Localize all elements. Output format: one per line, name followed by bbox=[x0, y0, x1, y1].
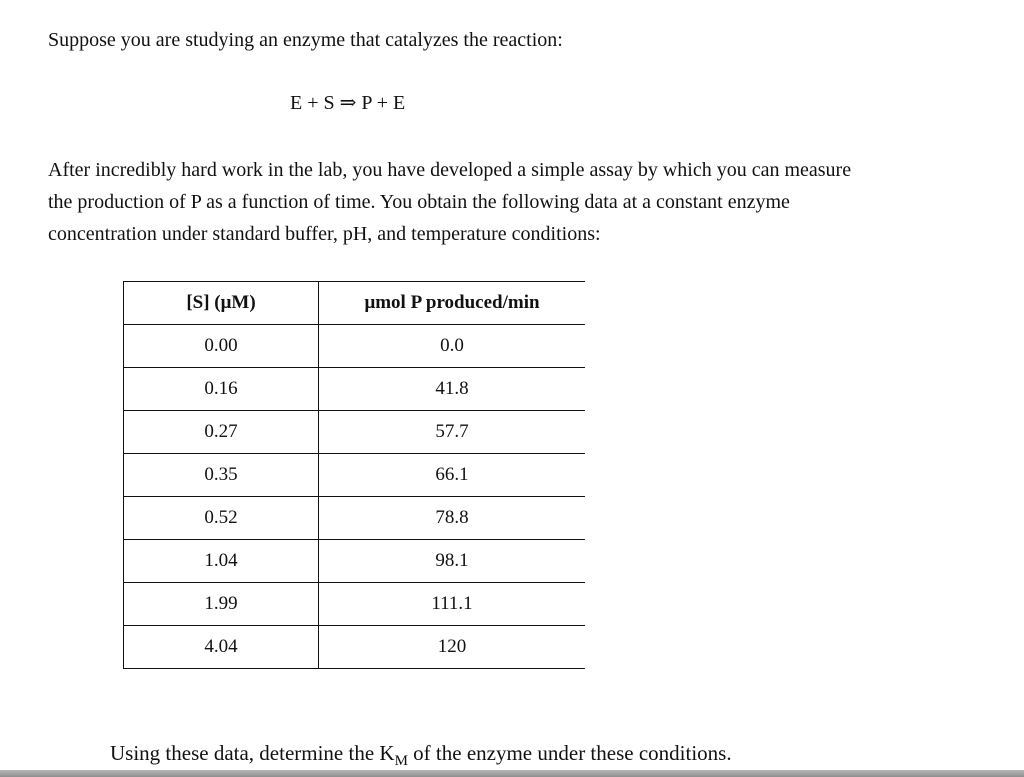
cell-substrate: 0.52 bbox=[124, 497, 319, 540]
question-before: Using these data, determine the K bbox=[110, 741, 395, 765]
cell-product-rate: 57.7 bbox=[319, 411, 586, 454]
cell-product-rate: 66.1 bbox=[319, 454, 586, 497]
table-row bbox=[124, 540, 586, 583]
cell-product-rate: 78.8 bbox=[319, 497, 586, 540]
table-row bbox=[124, 411, 586, 454]
description-line: the production of P as a function of time. You obtain the following data at a constant enzyme bbox=[48, 191, 790, 213]
bottom-scrollbar[interactable] bbox=[0, 770, 1024, 777]
cell-product-rate: 41.8 bbox=[319, 368, 586, 411]
intro-text: Suppose you are studying an enzyme that catalyzes the reaction: bbox=[48, 29, 563, 51]
cell-product-rate: 98.1 bbox=[319, 540, 586, 583]
table-row bbox=[124, 325, 586, 368]
description-line: After incredibly hard work in the lab, you have developed a simple assay by which you can measure bbox=[48, 159, 852, 181]
question-after: of the enzyme under these conditions. bbox=[407, 741, 732, 765]
table-row bbox=[124, 454, 586, 497]
cell-substrate: 1.99 bbox=[124, 583, 319, 626]
data-table bbox=[123, 281, 585, 669]
question-subscript: M bbox=[394, 753, 408, 769]
table-row bbox=[124, 497, 586, 540]
cell-product-rate: 111.1 bbox=[319, 583, 586, 626]
header-product-rate: μmol P produced/min bbox=[319, 282, 586, 325]
description-line: concentration under standard buffer, pH, and temperature conditions: bbox=[48, 223, 601, 245]
cell-substrate: 1.04 bbox=[124, 540, 319, 583]
table-row bbox=[124, 583, 586, 626]
table-row bbox=[124, 368, 586, 411]
cell-substrate: 0.00 bbox=[124, 325, 319, 368]
reaction-equation: E + S ⇒ P + E bbox=[290, 92, 406, 114]
cell-substrate: 0.35 bbox=[124, 454, 319, 497]
table-header-row bbox=[124, 282, 586, 325]
cell-product-rate: 120 bbox=[319, 626, 586, 669]
header-substrate: [S] (μM) bbox=[124, 282, 319, 325]
cell-product-rate: 0.0 bbox=[319, 325, 586, 368]
table-row bbox=[124, 626, 586, 669]
cell-substrate: 0.16 bbox=[124, 368, 319, 411]
cell-substrate: 4.04 bbox=[124, 626, 319, 669]
description-paragraph bbox=[48, 154, 988, 250]
cell-substrate: 0.27 bbox=[124, 411, 319, 454]
